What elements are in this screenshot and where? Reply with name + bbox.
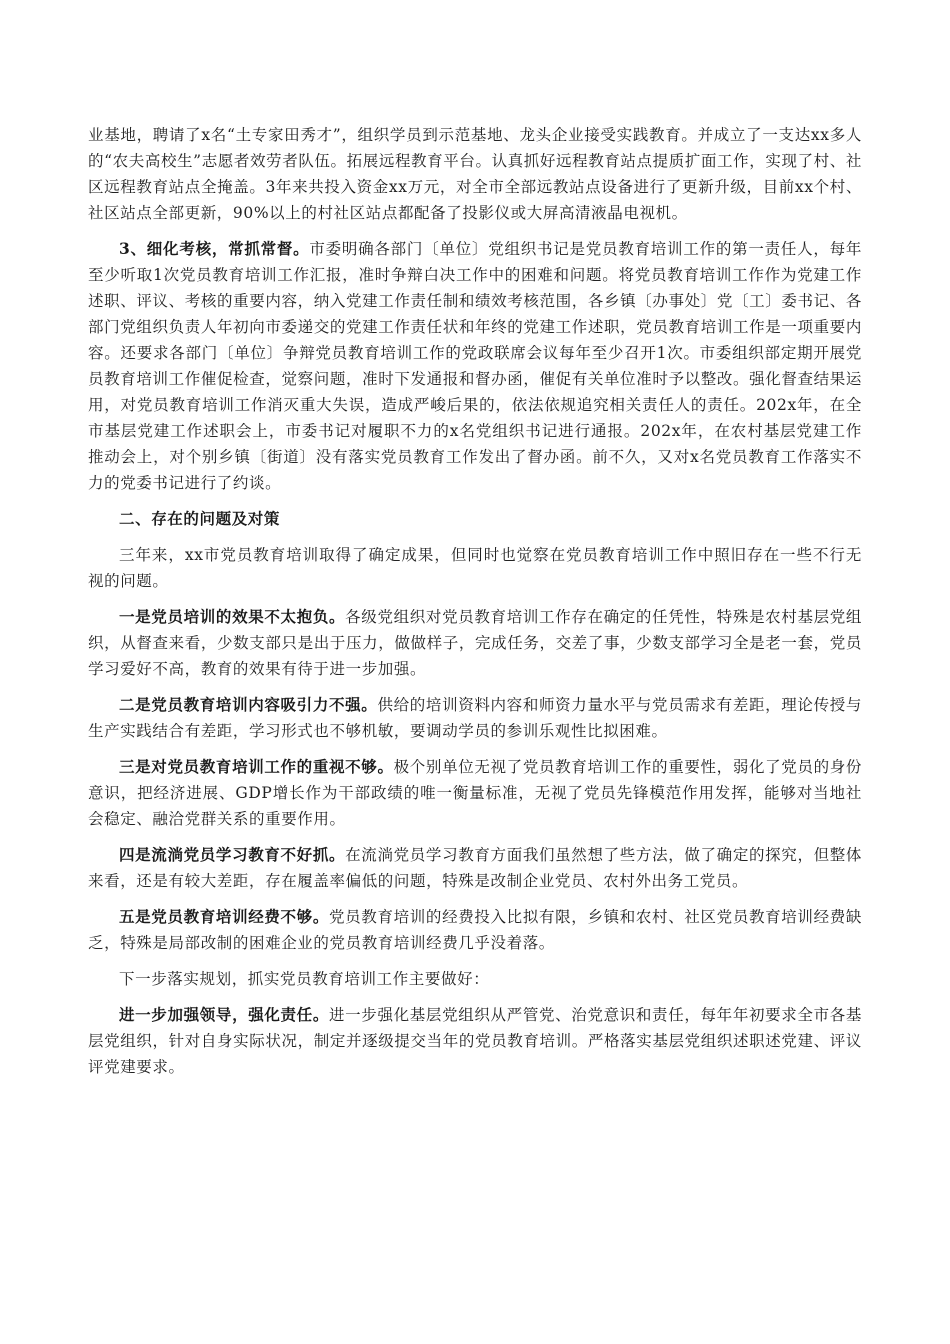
section-heading-problems: 二、存在的问题及对策 <box>119 509 281 528</box>
paragraph-body-leadership: 进一步强化基层党组织从严管党、治党意识和责任，每年年初要求全市各基层党组织，针对自身实际状况，制定并逐级提交当年的党员教育培训。严格落实基层党组织述职述党建、评议评党建要求。 <box>88 1006 862 1076</box>
paragraph-problem-1 <box>88 604 862 682</box>
paragraph-body-assessment: 市委明确各部门〔单位〕党组织书记是党员教育培训工作的第一责任人，每年至少听取1次党员教育培训工作汇报，准时争辩白决工作中的困难和问题。将党员教育培训工作作为党建工作述职、评议、考核的重要内容，纳入党建工作责任制和绩效考核范围，各乡镇〔办事处〕党〔工〕委书记、各部门党组织负责人年初向市委递交的党建工作责任状和年终的党建工作述职，党员教育培训工作是一项重要内容。还要求各部门〔单位〕争辩党员教育培训工作的党政联席会议每年至少召开1次。市委组织部定期开展党员教育培训工作催促检查，觉察问题，准时下发通报和督办函，催促有关单位准时予以整改。强化督查结果运用，对党员教育培训工作消灭重大失误，造成严峻后果的，依法依规追究相关责任人的责任。202x年，在全市基层党建工作述职会上，市委书记对履职不力的x名党组织书记进行通报。202x年，在农村基层党建工作推动会上，对个别乡镇〔街道〕没有落实党员教育工作发出了督办函。前不久，又对x名党员教育工作落实不力的党委书记进行了约谈。 <box>88 240 862 492</box>
paragraph-assessment <box>88 236 862 496</box>
paragraph-body-problem-3: 极个别单位无视了党员教育培训工作的重要性，弱化了党员的身份意识，把经济进展、GDP增长作为干部政绩的唯一衡量标准，无视了党员先锋模范作用发挥，能够对当地社会稳定、融洽党群关系的重要作用。 <box>88 758 862 828</box>
paragraph-leadership <box>88 1002 862 1080</box>
paragraph-body-problem-2: 供给的培训资料内容和师资力量水平与党员需求有差距，理论传授与生产实践结合有差距，学习形式也不够机敏，要调动学员的参训乐观性比拟困难。 <box>88 696 862 740</box>
paragraph-base-platform: 业基地，聘请了x名“土专家田秀才”，组织学员到示范基地、龙头企业接受实践教育。并成立了一支达xx多人的“农夫高校生”志愿者效劳者队伍。拓展远程教育平台。认真抓好远程教育站点提质扩面工作，实现了村、社区远程教育站点全掩盖。3年来共投入资金xx万元，对全市全部远教站点设备进行了更新升级，目前xx个村、社区站点全部更新，90%以上的村社区站点都配备了投影仪或大屏高清液晶电视机。 <box>88 126 862 222</box>
paragraph-problem-3 <box>88 754 862 832</box>
paragraph-lead-problem-4: 四是流淌党员学习教育不好抓。 <box>119 845 346 864</box>
paragraph-lead-problem-5: 五是党员教育培训经费不够。 <box>119 907 329 926</box>
document-page <box>88 122 862 1090</box>
paragraph-lead-problem-1: 一是党员培训的效果不太抱负。 <box>119 607 346 626</box>
paragraph-body-problem-5: 党员教育培训的经费投入比拟有限，乡镇和农村、社区党员教育培训经费缺乏，特殊是局部改制的困难企业的党员教育培训经费几乎没着落。 <box>88 908 862 952</box>
paragraph-lead-problem-2: 二是党员教育培训内容吸引力不强。 <box>119 695 378 714</box>
paragraph-next-steps-intro: 下一步落实规划，抓实党员教育培训工作主要做好： <box>119 970 490 988</box>
paragraph-body-problem-4: 在流淌党员学习教育方面我们虽然想了些方法，做了确定的探究，但整体来看，还是有较大差距，存在履盖率偏低的问题，特殊是改制企业党员、农村外出务工党员。 <box>88 846 863 890</box>
paragraph-problem-4 <box>88 842 862 894</box>
paragraph-lead-leadership: 进一步加强领导，强化责任。 <box>119 1005 329 1024</box>
paragraph-lead-assessment: 3、细化考核，常抓常督。 <box>119 239 310 258</box>
paragraph-problem-5 <box>88 904 862 956</box>
paragraph-body-problem-1: 各级党组织对党员教育培训工作存在确定的任凭性，特殊是农村基层党组织，从督查来看，少数支部只是出于压力，做做样子，完成任务，交差了事，少数支部学习全是老一套，党员学习爱好不高，教育的效果有待于进一步加强。 <box>88 608 863 678</box>
paragraph-problems-intro: 三年来，xx市党员教育培训取得了确定成果，但同时也觉察在党员教育培训工作中照旧存在一些不行无视的问题。 <box>88 546 862 590</box>
paragraph-lead-problem-3: 三是对党员教育培训工作的重视不够。 <box>119 757 394 776</box>
paragraph-problem-2 <box>88 692 862 744</box>
